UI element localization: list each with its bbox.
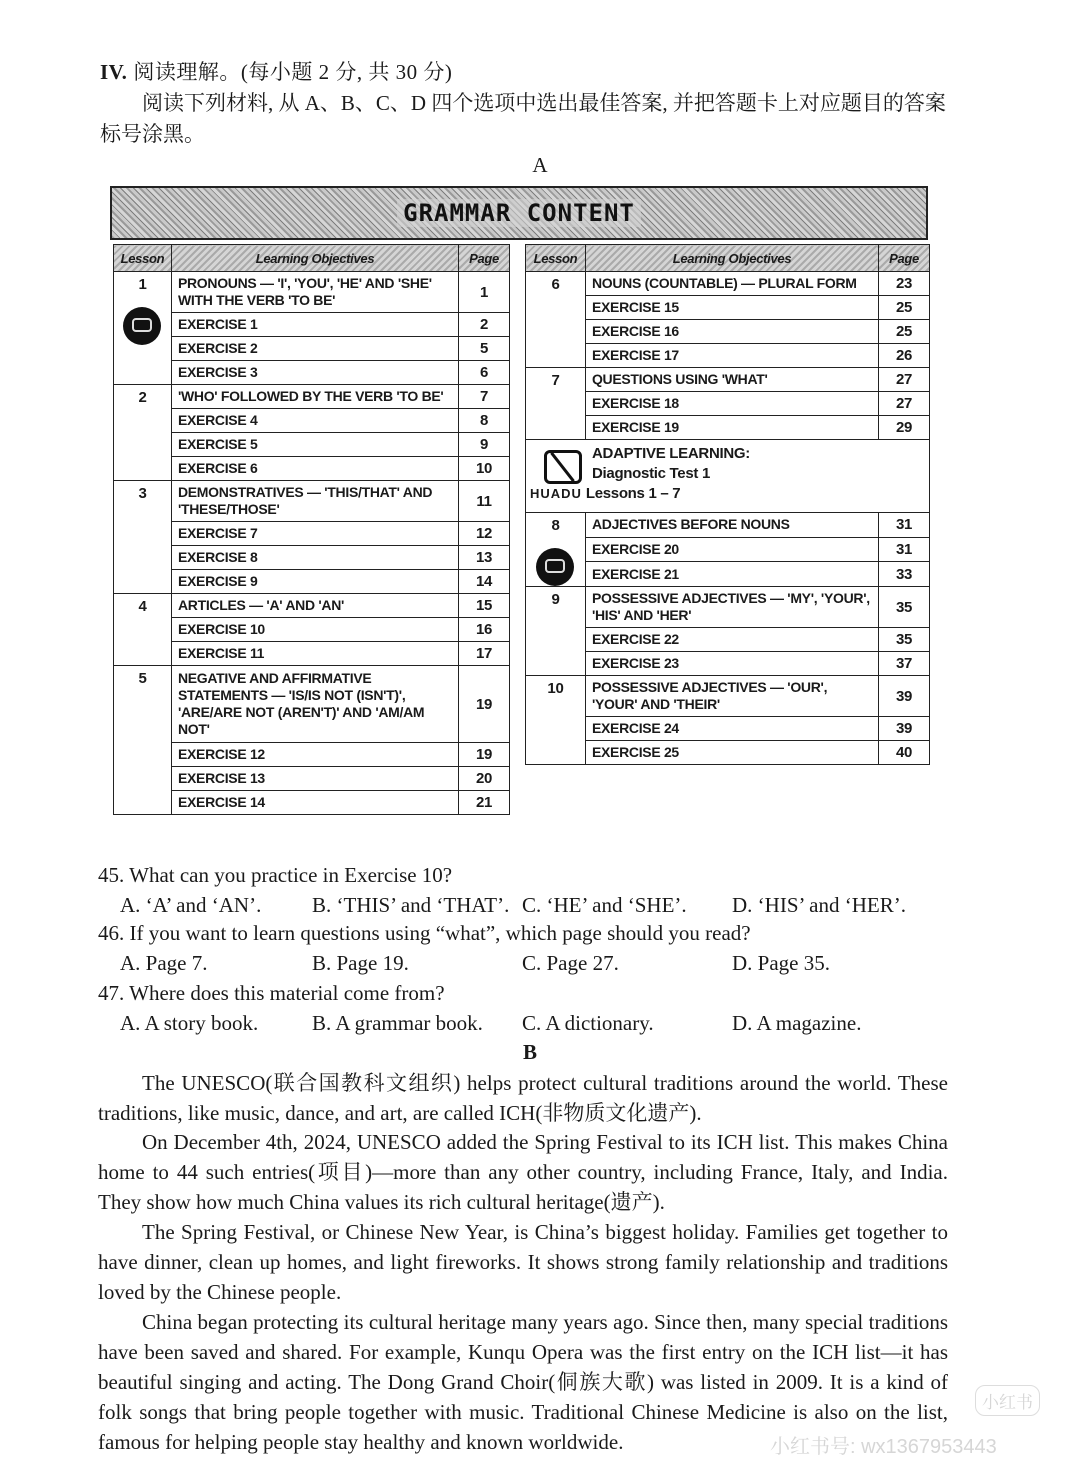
- learning-objective: QUESTIONS USING 'WHAT': [585, 368, 878, 392]
- page-number: 13: [459, 546, 510, 570]
- lesson-number-text: 7: [551, 372, 560, 389]
- lesson-row: [526, 562, 930, 587]
- lesson-row: [114, 457, 510, 481]
- lesson-row: [114, 570, 510, 594]
- answer-option[interactable]: A. Page 7.: [120, 951, 208, 975]
- lesson-number: [526, 587, 586, 676]
- page-number: 19: [459, 666, 510, 743]
- learning-objective: EXERCISE 5: [171, 433, 458, 457]
- learning-objective: EXERCISE 1: [171, 313, 458, 337]
- lesson-row: [526, 320, 930, 344]
- header-lesson: Lesson: [526, 245, 586, 272]
- passage-a-label: A: [532, 153, 548, 177]
- lesson-row: [114, 743, 510, 767]
- learning-objective: NOUNS (COUNTABLE) — PLURAL FORM: [585, 272, 878, 296]
- lesson-number: [526, 676, 586, 765]
- learning-objective: EXERCISE 3: [171, 361, 458, 385]
- lesson-number: [526, 368, 586, 440]
- lesson-row: [114, 522, 510, 546]
- learning-objective: EXERCISE 22: [585, 628, 878, 652]
- page-number: 25: [879, 320, 930, 344]
- header-page: Page: [459, 245, 510, 272]
- lesson-row: [526, 368, 930, 392]
- answer-option[interactable]: D. Page 35.: [732, 951, 830, 975]
- page-number: 2: [459, 313, 510, 337]
- lesson-number: [114, 385, 172, 481]
- page-number: 17: [459, 642, 510, 666]
- lesson-number-text: 4: [138, 598, 147, 615]
- learning-objective: EXERCISE 20: [585, 537, 878, 562]
- learning-objective: PRONOUNS — 'I', 'YOU', 'HE' AND 'SHE' WITH THE VERB 'TO BE': [171, 272, 458, 313]
- page-number: 27: [879, 392, 930, 416]
- learning-objective: ADJECTIVES BEFORE NOUNS: [585, 513, 878, 538]
- question-stem: 45. What can you practice in Exercise 10?: [98, 863, 453, 887]
- lesson-row: [114, 666, 510, 743]
- page-number: 33: [879, 562, 930, 587]
- lesson-number: [114, 594, 172, 666]
- passage-paragraph: On December 4th, 2024, UNESCO added the Spring Festival to its ICH list. This makes China home to 44 such entries(项目)—more than any other country, including France, Italy, and India. They show how much China values its rich cultural heritage(遗产).: [98, 1130, 948, 1214]
- header-objectives: Learning Objectives: [585, 245, 878, 272]
- adaptive-learning-cell: [526, 440, 930, 513]
- lessons-table-right: [525, 244, 930, 765]
- learning-objective: EXERCISE 10: [171, 618, 458, 642]
- lesson-number-text: 10: [547, 680, 564, 697]
- header-page: Page: [879, 245, 930, 272]
- lesson-row: [526, 537, 930, 562]
- audio-disc-icon: [536, 548, 574, 586]
- page-number: 35: [879, 628, 930, 652]
- lesson-number-text: 1: [138, 276, 147, 293]
- answer-options: [120, 948, 950, 978]
- lesson-row: [526, 741, 930, 765]
- page-number: 6: [459, 361, 510, 385]
- learning-objective: POSSESSIVE ADJECTIVES — 'MY', 'YOUR', 'HIS' AND 'HER': [585, 587, 878, 628]
- learning-objective: EXERCISE 2: [171, 337, 458, 361]
- page-number: 16: [459, 618, 510, 642]
- page-number: 14: [459, 570, 510, 594]
- page-number: 39: [879, 717, 930, 741]
- lesson-number: [114, 272, 172, 385]
- page-number: 1: [459, 272, 510, 313]
- lesson-row: [114, 481, 510, 522]
- audio-disc-icon: [123, 307, 161, 345]
- learning-objective: EXERCISE 19: [585, 416, 878, 440]
- adaptive-title: ADAPTIVE LEARNING:: [592, 445, 750, 462]
- lesson-row: [114, 272, 510, 313]
- page-number: 23: [879, 272, 930, 296]
- lesson-number-text: 5: [138, 670, 147, 687]
- lesson-row: [526, 296, 930, 320]
- page-number: 10: [459, 457, 510, 481]
- learning-objective: NEGATIVE AND AFFIRMATIVE STATEMENTS — 'IS/IS NOT (ISN'T)', 'ARE/ARE NOT (AREN'T)' AND 'AM/AM NOT': [171, 666, 458, 743]
- page-number: 21: [459, 791, 510, 815]
- page-number: 9: [459, 433, 510, 457]
- page-number: 31: [879, 537, 930, 562]
- grammar-banner: [110, 186, 928, 240]
- section-title: 阅读理解。(每小题 2 分, 共 30 分): [133, 60, 453, 84]
- page-number: 31: [879, 513, 930, 538]
- lesson-row: [114, 313, 510, 337]
- passage-paragraph: The Spring Festival, or Chinese New Year, is China’s biggest holiday. Families get together to have dinner, clean up homes, and light fireworks. It shows strong family relationship and traditions loved by the Chinese people.: [98, 1220, 948, 1304]
- grammar-content-table: [110, 186, 928, 838]
- page-number: 20: [459, 767, 510, 791]
- learning-objective: EXERCISE 9: [171, 570, 458, 594]
- lesson-row: [526, 416, 930, 440]
- lesson-row: [114, 791, 510, 815]
- section-heading: [100, 56, 452, 86]
- brand-name: HUADU: [530, 486, 582, 501]
- lesson-row: [526, 652, 930, 676]
- answer-options: [120, 890, 950, 920]
- question-stem: 46. If you want to learn questions using “what”, which page should you read?: [98, 921, 751, 945]
- answer-option[interactable]: C. ‘HE’ and ‘SHE’.: [522, 893, 687, 917]
- page-number: 7: [459, 385, 510, 409]
- lesson-number-text: 6: [551, 276, 560, 293]
- section-instruction: 阅读下列材料, 从 A、B、C、D 四个选项中选出最佳答案, 并把答题卡上对应题目的答案标号涂黑。: [100, 91, 946, 146]
- grammar-banner-title: GRAMMAR CONTENT: [397, 199, 641, 227]
- header-lesson: Lesson: [114, 245, 172, 272]
- answer-options: [120, 1008, 950, 1038]
- lessons-table-left: [113, 244, 510, 815]
- page-number: 25: [879, 296, 930, 320]
- answer-option[interactable]: B. ‘THIS’ and ‘THAT’.: [312, 893, 510, 917]
- lesson-row: [114, 618, 510, 642]
- question-stem: 47. Where does this material come from?: [98, 981, 445, 1005]
- passage-paragraph: The UNESCO(联合国教科文组织) helps protect cultural traditions around the world. These traditions, like music, dance, and art, are called ICH(非物质文化遗产).: [98, 1071, 948, 1125]
- page-number: 27: [879, 368, 930, 392]
- learning-objective: 'WHO' FOLLOWED BY THE VERB 'TO BE': [171, 385, 458, 409]
- learning-objective: DEMONSTRATIVES — 'THIS/THAT' AND 'THESE/THOSE': [171, 481, 458, 522]
- learning-objective: EXERCISE 13: [171, 767, 458, 791]
- learning-objective: EXERCISE 21: [585, 562, 878, 587]
- answer-option[interactable]: C. Page 27.: [522, 951, 619, 975]
- lesson-number: [114, 481, 172, 594]
- lesson-row: [114, 546, 510, 570]
- page-number: 12: [459, 522, 510, 546]
- learning-objective: EXERCISE 15: [585, 296, 878, 320]
- lesson-number-text: 8: [551, 517, 560, 534]
- lesson-row: [526, 587, 930, 628]
- learning-objective: EXERCISE 25: [585, 741, 878, 765]
- lesson-row: [114, 642, 510, 666]
- lesson-number: [526, 513, 586, 587]
- page-number: 11: [459, 481, 510, 522]
- header-objectives: Learning Objectives: [171, 245, 458, 272]
- page-number: 19: [459, 743, 510, 767]
- learning-objective: EXERCISE 14: [171, 791, 458, 815]
- lesson-row: [526, 628, 930, 652]
- page-number: 5: [459, 337, 510, 361]
- lesson-row: [114, 337, 510, 361]
- lesson-row: [114, 594, 510, 618]
- learning-objective: EXERCISE 18: [585, 392, 878, 416]
- passage-b-label: B: [522, 1040, 537, 1064]
- learning-objective: EXERCISE 7: [171, 522, 458, 546]
- answer-option[interactable]: B. A grammar book.: [312, 1011, 483, 1035]
- page-number: 15: [459, 594, 510, 618]
- lesson-number-text: 9: [551, 591, 560, 608]
- answer-option[interactable]: B. Page 19.: [312, 951, 409, 975]
- lesson-number-text: 3: [138, 485, 147, 502]
- lesson-row: [526, 513, 930, 538]
- lesson-row: [114, 767, 510, 791]
- learning-objective: EXERCISE 17: [585, 344, 878, 368]
- lesson-row: [526, 392, 930, 416]
- learning-objective: EXERCISE 8: [171, 546, 458, 570]
- watermark-logo: 小红书: [975, 1385, 1040, 1416]
- lesson-row: [526, 344, 930, 368]
- section-number: IV.: [100, 60, 128, 84]
- lesson-row: [526, 717, 930, 741]
- learning-objective: EXERCISE 11: [171, 642, 458, 666]
- lesson-number: [114, 666, 172, 815]
- learning-objective: EXERCISE 16: [585, 320, 878, 344]
- lesson-row: [114, 433, 510, 457]
- page-number: 40: [879, 741, 930, 765]
- answer-option[interactable]: A. A story book.: [120, 1011, 259, 1035]
- page-number: 37: [879, 652, 930, 676]
- adaptive-learning-row: [526, 440, 930, 513]
- answer-option[interactable]: C. A dictionary.: [522, 1011, 654, 1035]
- passage-paragraph: China began protecting its cultural heritage many years ago. Since then, many special traditions have been saved and shared. For example, Kunqu Opera was the first entry on the ICH list—it has beautiful singing and acting. The Dong Grand Choir(侗族大歌) was listed in 2009. It is a kind of folk songs that bring people together with music. Traditional Chinese Medicine is also on the list, famous for helping people stay healthy and known worldwide.: [98, 1310, 948, 1454]
- lesson-row: [114, 361, 510, 385]
- lesson-row: [526, 272, 930, 296]
- learning-objective: ARTICLES — 'A' AND 'AN': [171, 594, 458, 618]
- adaptive-lessons: Lessons 1 – 7: [585, 485, 681, 502]
- page-number: 8: [459, 409, 510, 433]
- lesson-number-text: 2: [138, 389, 147, 406]
- page-number: 26: [879, 344, 930, 368]
- lesson-row: [526, 676, 930, 717]
- learning-objective: POSSESSIVE ADJECTIVES — 'OUR', 'YOUR' AND 'THEIR': [585, 676, 878, 717]
- adaptive-test: Diagnostic Test 1: [592, 465, 710, 482]
- answer-option[interactable]: D. ‘HIS’ and ‘HER’.: [732, 893, 906, 917]
- learning-objective: EXERCISE 12: [171, 743, 458, 767]
- page-number: 29: [879, 416, 930, 440]
- answer-option[interactable]: D. A magazine.: [732, 1011, 862, 1035]
- page-number: 39: [879, 676, 930, 717]
- watermark-id: 小红书号: wx1367953443: [770, 1436, 997, 1458]
- lesson-number: [526, 272, 586, 368]
- learning-objective: EXERCISE 23: [585, 652, 878, 676]
- lesson-row: [114, 409, 510, 433]
- learning-objective: EXERCISE 4: [171, 409, 458, 433]
- learning-objective: EXERCISE 6: [171, 457, 458, 481]
- page-number: 35: [879, 587, 930, 628]
- learning-objective: EXERCISE 24: [585, 717, 878, 741]
- adaptive-learning-icon: [544, 450, 582, 484]
- answer-option[interactable]: A. ‘A’ and ‘AN’.: [120, 893, 262, 917]
- lesson-row: [114, 385, 510, 409]
